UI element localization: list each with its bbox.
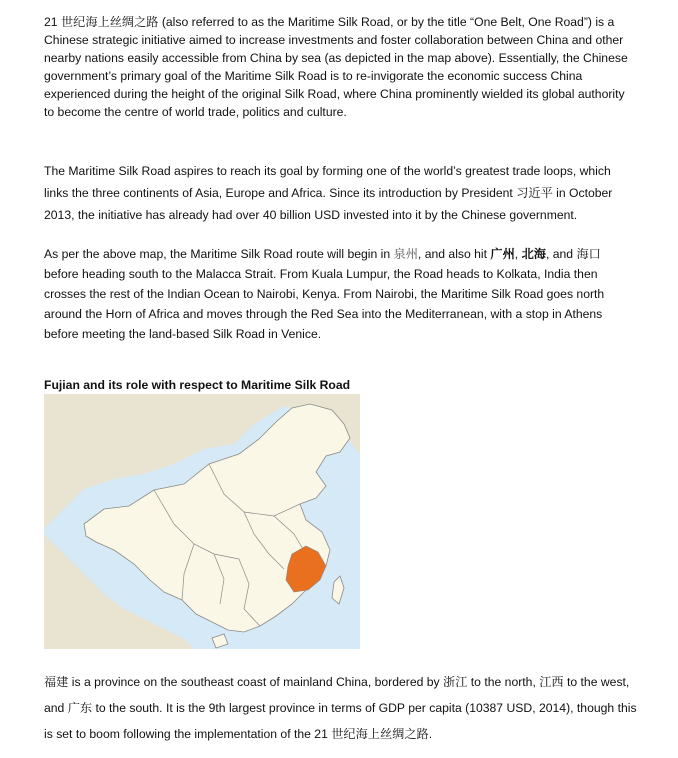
route-paragraph bbox=[44, 244, 638, 344]
route-text-b: , and also hit bbox=[417, 247, 491, 261]
china-fujian-map bbox=[44, 394, 360, 649]
fujian-paragraph: 福建 is a province on the southeast coast of mainland China, bordered by 浙江 to the north, 江西 to the west, and 广东 to the south. It is the 9th largest province in terms of GDP per capita (10387 USD, 2014), though this is set to boom following the implementation of the 21 世纪海上丝绸之路. bbox=[44, 675, 637, 741]
beihai-name: 北海 bbox=[521, 247, 546, 261]
route-text-c: , bbox=[514, 247, 522, 261]
section-heading: Fujian and its role with respect to Maritime Silk Road bbox=[44, 378, 351, 392]
route-text-d: , and bbox=[545, 247, 577, 261]
trade-loop-paragraph: The Maritime Silk Road aspires to reach its goal by forming one of the world’s greatest trade loops, which links the three continents of Asia, Europe and Africa. Since its introduction by President 习近平 in October 2013, the initiative has already had over 40 billion USD invested into it by the Chinese government. bbox=[44, 164, 613, 222]
intro-paragraph: 21 世纪海上丝绸之路 (also referred to as the Maritime Silk Road, or by the title “One Belt, One Road”) is a Chinese strategic initiative aimed to increase investments and foster collaboration between China and other nearby nations easily accessible from China by sea (as depicted in the map above). Essentially, the Chinese government’s primary goal of the Maritime Silk Road is to re-invigorate the economic success China experienced during the height of the original Silk Road, where China prominently wielded its global authority to become the centre of world trade, politics and culture. bbox=[44, 15, 628, 119]
quanzhou-name: 泉州 bbox=[393, 247, 418, 261]
guangzhou-name: 广州 bbox=[490, 247, 515, 261]
route-text-a: As per the above map, the Maritime Silk Road route will begin in bbox=[44, 247, 394, 261]
haikou-name: 海口 bbox=[576, 247, 601, 261]
route-text-e: before heading south to the Malacca Strait. From Kuala Lumpur, the Road heads to Kolkata, India then crosses the rest of the Indian Ocean to Nairobi, Kenya. From Nairobi, the Maritime Silk Road goes north around the Horn of Africa and moves through the Red Sea into the Mediterranean, with a stop in Athens before meeting the land-based Silk Road in Venice. bbox=[44, 267, 605, 341]
map-graphic bbox=[44, 394, 360, 649]
